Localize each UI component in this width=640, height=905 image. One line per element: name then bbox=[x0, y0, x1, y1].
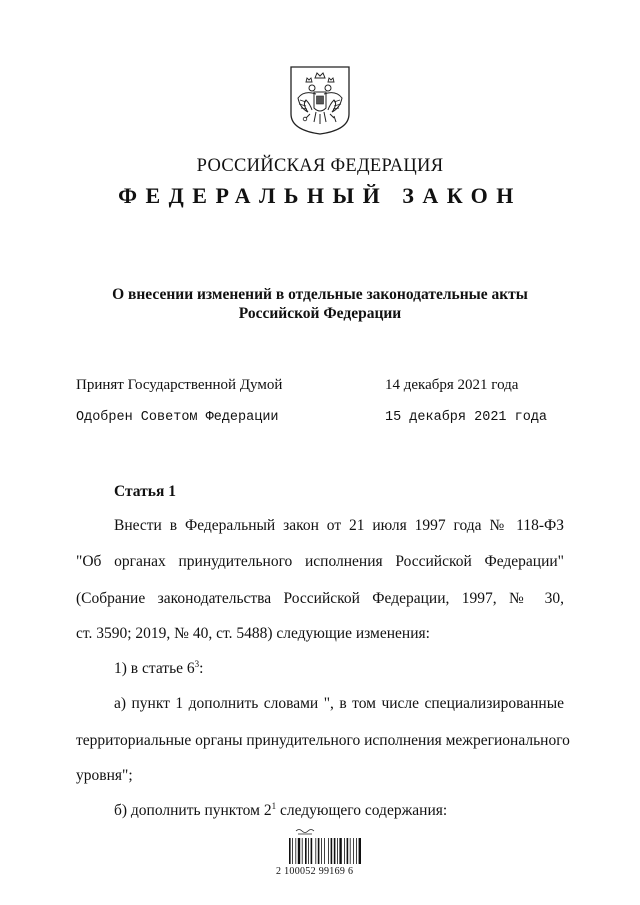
list-item-a-line: уровня"; bbox=[76, 767, 133, 784]
barcode-mark bbox=[296, 830, 314, 835]
barcode-bar bbox=[292, 838, 293, 864]
barcode-bar bbox=[324, 838, 325, 864]
adopted-by-duma-date: 14 декабря 2021 года bbox=[385, 377, 519, 393]
russian-coat-of-arms-icon bbox=[288, 64, 352, 136]
barcode-bar bbox=[356, 838, 357, 864]
paragraph-line: "Об органах принудительного исполнения Российской Федерации" bbox=[76, 553, 564, 570]
paragraph-line: ст. 3590; 2019, № 40, ст. 5488) следующие изменения: bbox=[76, 625, 430, 642]
law-subject bbox=[0, 285, 640, 323]
barcode-bar bbox=[318, 838, 320, 864]
list-item-b: б) дополнить пунктом $2^1$ следующего содержания: bbox=[114, 801, 448, 819]
barcode-bar bbox=[315, 838, 316, 864]
list-item-a-line: территориальные органы принудительного исполнения межрегионального bbox=[76, 732, 570, 749]
paragraph-line: (Собрание законодательства Российской Федерации, 1997, № 30, bbox=[76, 590, 564, 607]
barcode-bar bbox=[302, 838, 303, 864]
barcode-bar bbox=[289, 838, 291, 864]
barcode-bar bbox=[337, 838, 338, 864]
law-subject-line-2: Российской Федерации bbox=[238, 305, 402, 322]
barcode-bar bbox=[321, 838, 322, 864]
barcode-bar bbox=[350, 838, 351, 864]
country-name: РОССИЙСКАЯ ФЕДЕРАЦИЯ bbox=[196, 156, 444, 176]
paragraph-line: Внести в Федеральный закон от 21 июля 1997 года № 118-ФЗ bbox=[114, 517, 564, 534]
barcode-bar bbox=[353, 838, 354, 864]
adopted-by-duma-label: Принят Государственной Думой bbox=[76, 377, 283, 393]
barcode-bar bbox=[328, 838, 329, 864]
barcode-bar bbox=[347, 838, 349, 864]
barcode-bar bbox=[331, 838, 333, 864]
barcode-bar bbox=[359, 838, 361, 864]
law-type-title: ФЕДЕРАЛЬНЫЙ ЗАКОН bbox=[118, 183, 522, 208]
barcode-bar bbox=[334, 838, 336, 864]
barcode-bar bbox=[344, 838, 345, 864]
barcode bbox=[288, 828, 362, 871]
barcode-bar bbox=[339, 838, 341, 864]
list-item-a-line: а) пункт 1 дополнить словами ", в том числе специализированные bbox=[114, 695, 564, 712]
barcode-bar bbox=[298, 838, 300, 864]
barcode-number: 2 100052 99169 6 bbox=[276, 866, 354, 877]
law-subject-line-1: О внесении изменений в отдельные законодательные акты bbox=[112, 286, 528, 303]
barcode-bar bbox=[311, 838, 313, 864]
barcode-bar bbox=[305, 838, 307, 864]
list-item-1: 1) в статье $6^3$: bbox=[114, 659, 204, 677]
approved-by-council-date: 15 декабря 2021 года bbox=[385, 410, 548, 425]
approved-by-council-label: Одобрен Советом Федерации bbox=[76, 410, 279, 425]
article-heading: Статья 1 bbox=[114, 483, 176, 500]
barcode-bar bbox=[295, 838, 296, 864]
barcode-bar bbox=[308, 838, 309, 864]
